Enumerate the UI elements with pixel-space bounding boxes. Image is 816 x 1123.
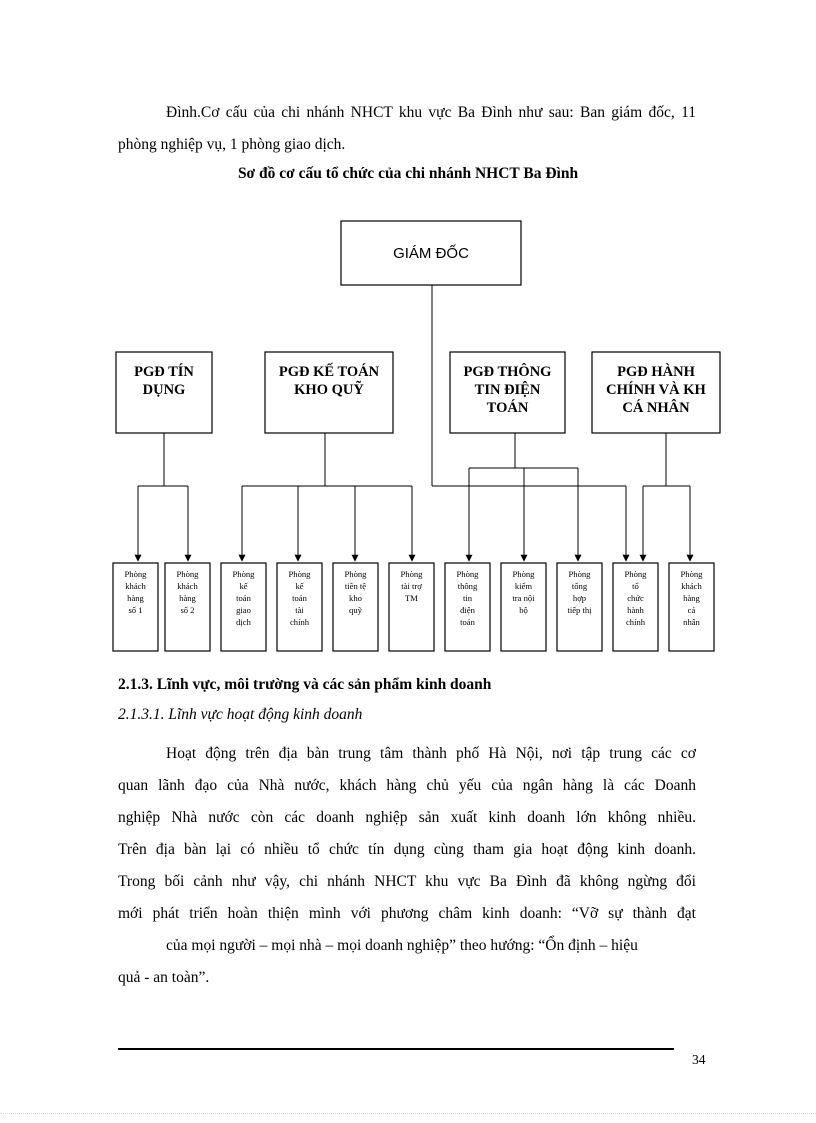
department-node-label-line: khách xyxy=(125,581,146,591)
department-node-label-line: cá xyxy=(687,605,696,615)
deputy-node-label-line: TIN ĐIỆN xyxy=(474,382,541,398)
department-node xyxy=(389,563,434,651)
department-node-label-line: số 2 xyxy=(180,605,195,615)
department-node-label-line: TM xyxy=(405,593,418,603)
footer-rule xyxy=(118,1048,674,1050)
department-node-label-line: Phòng xyxy=(512,569,535,579)
body-line: mới phát triển hoàn thiện mình với phương châm kinh doanh: “Vỡ sự thành đạt xyxy=(118,905,696,922)
department-node-label-line: giao xyxy=(236,605,251,615)
deputy-node-label-line: CÁ NHÂN xyxy=(622,400,690,416)
department-node xyxy=(221,563,266,651)
department-node xyxy=(333,563,378,651)
deputy-node-label-line: PGĐ KẾ TOÁN xyxy=(278,364,380,380)
department-node-label-line: Phòng xyxy=(680,569,703,579)
department-node-label-line: toán xyxy=(236,593,251,603)
body-paragraph xyxy=(118,738,696,994)
department-node-label-line: tiền tệ xyxy=(344,581,367,591)
department-node-label-line: hàng xyxy=(127,593,144,603)
department-node-label-line: quỹ xyxy=(349,605,362,615)
deputy-node-label-line: PGĐ HÀNH xyxy=(617,364,695,380)
deputy-node xyxy=(116,352,212,433)
department-node-label-line: hợp xyxy=(572,593,587,603)
department-node xyxy=(613,563,658,651)
department-node-label-line: hàng xyxy=(683,593,700,603)
deputy-node xyxy=(592,352,720,433)
department-node xyxy=(165,563,210,651)
department-node-label-line: Phòng xyxy=(568,569,591,579)
department-node xyxy=(557,563,602,651)
chart-title: Sơ đồ cơ cấu tổ chức của chi nhánh NHCT Ba Đình xyxy=(237,165,579,182)
department-node-label-line: bộ xyxy=(519,605,528,615)
department-node-label-line: hàng xyxy=(179,593,196,603)
department-node-label-line: nhân xyxy=(683,617,700,627)
department-node-label-line: tài xyxy=(295,605,304,615)
department-node-label-line: Phòng xyxy=(124,569,147,579)
department-node-label-line: số 1 xyxy=(128,605,143,615)
department-node-label-line: chính xyxy=(289,617,310,627)
department-node-label-line: kế xyxy=(239,581,248,591)
subsection-heading: 2.1.3.1. Lĩnh vực hoạt động kinh doanh xyxy=(118,706,363,723)
department-node-label-line: chính xyxy=(625,617,646,627)
department-node-label-line: thông xyxy=(457,581,478,591)
deputy-node-label-line: KHO QUỸ xyxy=(294,382,364,398)
department-node-label-line: toán xyxy=(460,617,475,627)
department-node-label-line: tổ xyxy=(632,581,639,591)
department-node-label-line: kho xyxy=(349,593,362,603)
department-node-label-line: Phòng xyxy=(344,569,367,579)
deputy-node xyxy=(450,352,565,433)
department-node-label-line: điện xyxy=(460,605,475,615)
body-line: quan lãnh đạo của Nhà nước, khách hàng chủ yếu của ngân hàng là các Doanh xyxy=(118,777,696,794)
body-line: Hoạt động trên địa bàn trung tâm thành phố Hà Nội, nơi tập trung các cơ xyxy=(166,745,696,762)
section-heading: 2.1.3. Lĩnh vực, môi trường và các sản phẩm kinh doanh xyxy=(118,676,492,693)
department-node-label-line: khách xyxy=(177,581,198,591)
director-node xyxy=(341,221,521,285)
department-node-label-line: chức xyxy=(627,593,644,603)
deputy-node-label-line: CHÍNH VÀ KH xyxy=(606,382,706,398)
body-line: Trên địa bàn lại có nhiều tổ chức tín dụng cùng tham gia hoạt động kinh doanh. xyxy=(118,841,696,858)
deputy-nodes xyxy=(116,352,720,433)
deputy-node-label-line: PGĐ TÍN xyxy=(134,364,194,380)
department-node-label-line: tin xyxy=(462,593,473,603)
department-node-label-line: tra nội xyxy=(512,593,535,603)
department-node-label-line: kế xyxy=(295,581,304,591)
department-node-label-line: Phòng xyxy=(176,569,199,579)
department-node-label-line: hành xyxy=(627,605,644,615)
department-node xyxy=(113,563,158,651)
deputy-node-label-line: TOÁN xyxy=(486,400,529,416)
department-node-label-line: dịch xyxy=(236,617,251,627)
department-node-label-line: kiểm xyxy=(514,581,533,591)
page-number: 34 xyxy=(692,1052,706,1067)
department-node-label-line: khách xyxy=(681,581,702,591)
department-node-label-line: toán xyxy=(292,593,307,603)
department-node-label-line: Phòng xyxy=(288,569,311,579)
deputy-node-label-line: PGĐ THÔNG xyxy=(463,364,552,380)
department-node xyxy=(445,563,490,651)
department-node xyxy=(501,563,546,651)
department-nodes xyxy=(113,563,714,651)
department-node xyxy=(669,563,714,651)
body-line: quả - an toàn”. xyxy=(118,969,210,986)
deputy-node xyxy=(265,352,393,433)
department-node-label-line: tài trợ xyxy=(401,581,422,591)
department-node-label-line: tổng xyxy=(571,581,588,591)
department-node-label-line: Phòng xyxy=(400,569,423,579)
department-node-label-line: tiếp thị xyxy=(567,605,592,615)
intro-paragraph: Đình.Cơ cấu của chi nhánh NHCT khu vực Ba Đình như sau: Ban giám đốc, 11 phòng nghiệp vụ, 1 phòng giao dịch. xyxy=(118,104,696,153)
deputy-node-label-line: DỤNG xyxy=(142,382,186,398)
department-node-label-line: Phòng xyxy=(232,569,255,579)
department-node-label-line: Phòng xyxy=(456,569,479,579)
page-edge-dots xyxy=(0,1113,816,1114)
body-line: của mọi người – mọi nhà – mọi doanh nghiệp” theo hướng: “Ổn định – hiệu xyxy=(166,937,638,954)
director-label: GIÁM ĐỐC xyxy=(393,245,469,262)
body-line: nghiệp Nhà nước còn các doanh nghiệp sản xuất kinh doanh lớn không nhiều. xyxy=(118,809,696,826)
department-node-label-line: Phòng xyxy=(624,569,647,579)
body-line: Trong bối cảnh như vậy, chi nhánh NHCT khu vực Ba Đình đã không ngừng đổi xyxy=(118,873,696,890)
department-node xyxy=(277,563,322,651)
